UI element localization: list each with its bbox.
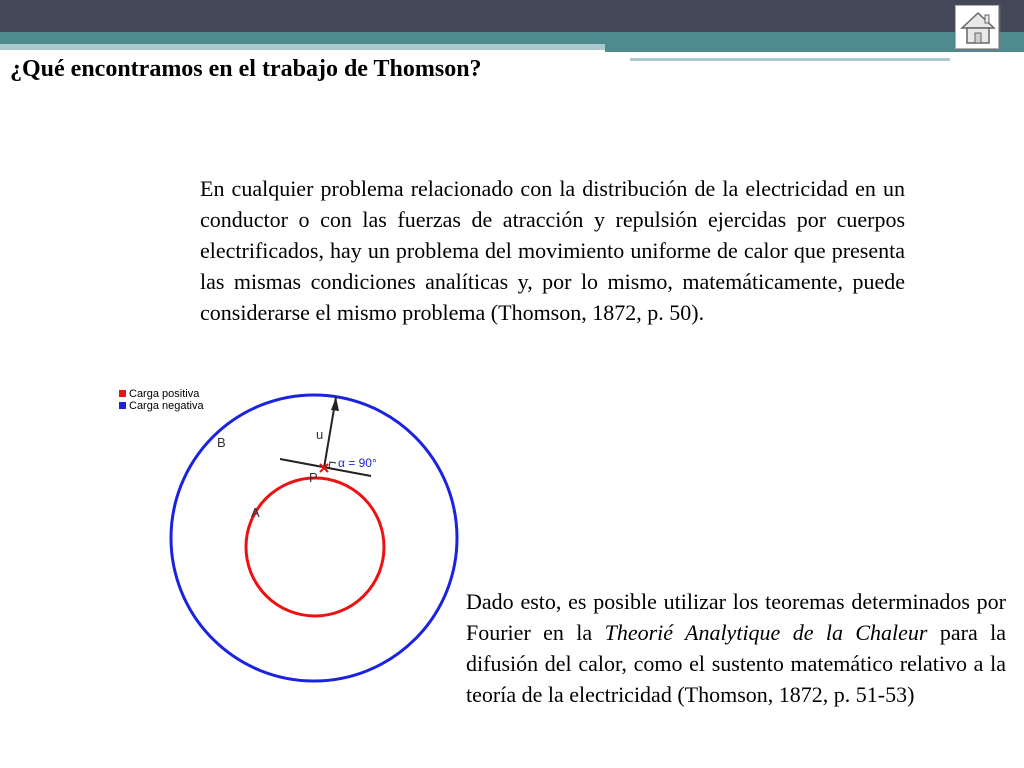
paragraph-fourier xyxy=(466,586,1006,710)
legend-label-negative: Carga negativa xyxy=(129,400,204,412)
paragraph-fourier-text-1: Dado esto, es posible utilizar los teoremas determinados por Fourier en la xyxy=(466,589,1006,645)
legend-label-positive: Carga positiva xyxy=(129,388,200,400)
home-icon xyxy=(956,6,1000,50)
label-u: u xyxy=(316,427,324,442)
top-bar xyxy=(0,0,1024,32)
outer-circle-b xyxy=(171,395,457,681)
label-angle: α = 90° xyxy=(338,456,377,470)
paragraph-fourier-text-2: para la difusión del calor, como el sustento matemático relativo a la teoría de la electricidad (Thomson, 1872, p. 51-53) xyxy=(466,620,1006,707)
legend-swatch-negative xyxy=(119,402,126,409)
legend xyxy=(119,388,204,412)
label-a: A xyxy=(251,505,260,520)
label-b: B xyxy=(217,435,226,450)
paragraph-thomson-quote: En cualquier problema relacionado con la distribución de la electricidad en un conductor o con las fuerzas de atracción y repulsión ejercidas por cuerpos electrificados, hay un problema del movimiento uniforme de calor que presenta las mismas condiciones analíticas y, por lo mismo, matemáticamente, puede considerarse el mismo problema (Thomson, 1872, p. 50). xyxy=(200,176,905,325)
home-button[interactable] xyxy=(955,5,999,49)
right-angle-mark xyxy=(329,462,336,468)
concentric-circles-diagram xyxy=(110,380,470,690)
header-band-teal xyxy=(0,32,1024,44)
label-p: P xyxy=(309,470,318,485)
paragraph-fourier-italic: Theorié Analytique de la Chaleur xyxy=(604,620,928,645)
legend-swatch-positive xyxy=(119,390,126,397)
header-band-light xyxy=(0,44,605,50)
slide-title: ¿Qué encontramos en el trabajo de Thomson? xyxy=(10,56,482,82)
header-line-right xyxy=(630,58,950,61)
inner-circle-a xyxy=(246,478,384,616)
